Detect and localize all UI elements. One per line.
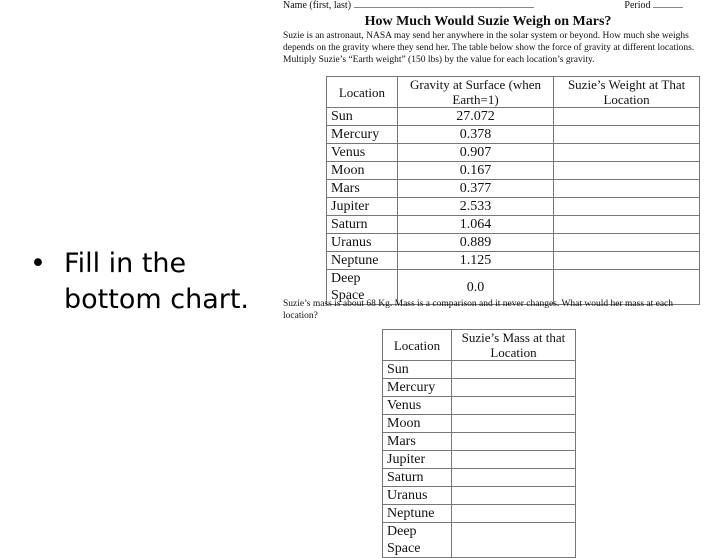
location-cell: Saturn [327,216,398,234]
table-row [327,126,700,144]
mass-answer-cell[interactable] [451,361,575,379]
bullet-text: Fill in the bottom chart. [64,248,250,315]
table-row [327,180,700,198]
mass-table [382,329,576,558]
location-cell: Jupiter [327,198,398,216]
col-header-weight: Suzie’s Weight at That Location [554,77,700,108]
gravity-table [326,76,700,305]
weight-answer-cell[interactable] [554,180,700,198]
gravity-cell: 0.167 [397,162,553,180]
gravity-cell: 1.064 [397,216,553,234]
weight-answer-cell[interactable] [554,144,700,162]
gravity-cell: 1.125 [397,252,553,270]
location-cell: Moon [383,415,452,433]
table-row [327,234,700,252]
location-cell: Mars [383,433,452,451]
col-header-gravity: Gravity at Surface (when Earth=1) [397,77,553,108]
gravity-cell: 0.378 [397,126,553,144]
location-cell: Mars [327,180,398,198]
slide-bullet [30,246,264,318]
gravity-cell: 0.889 [397,234,553,252]
worksheet-title: How Much Would Suzie Weigh on Mars? [364,14,612,29]
gravity-cell: 2.533 [397,198,553,216]
location-cell: Jupiter [383,451,452,469]
mass-answer-cell[interactable] [451,379,575,397]
location-cell: Neptune [327,252,398,270]
table-row [327,198,700,216]
location-cell: Mercury [327,126,398,144]
mass-answer-cell[interactable] [451,469,575,487]
mass-answer-cell[interactable] [451,433,575,451]
location-cell: Sun [327,108,398,126]
location-cell: Saturn [383,469,452,487]
location-cell: Venus [383,397,452,415]
weight-answer-cell[interactable] [554,162,700,180]
table-row [383,415,576,433]
location-cell: Venus [327,144,398,162]
table-row [327,144,700,162]
table-row [327,108,700,126]
bullet-dot: • [30,248,46,279]
mass-note: Suzie’s mass is about 68 Kg. Mass is a comparison and it never changes. What would her mass at each location? [283,299,674,321]
weight-answer-cell[interactable] [554,252,700,270]
weight-answer-cell[interactable] [554,108,700,126]
table-row [383,505,576,523]
worksheet-header [283,0,683,11]
table-row [327,252,700,270]
location-cell: Sun [383,361,452,379]
location-cell: Uranus [327,234,398,252]
table-row [383,397,576,415]
mass-answer-cell[interactable] [451,415,575,433]
table-row [383,487,576,505]
name-label: Name (first, last) [283,0,534,11]
weight-answer-cell[interactable] [554,198,700,216]
location-cell: Deep Space [327,270,398,305]
weight-answer-cell[interactable] [554,234,700,252]
location-cell: Moon [327,162,398,180]
table-row [383,379,576,397]
col-header-mass: Suzie’s Mass at that Location [451,330,575,361]
weight-answer-cell[interactable] [554,126,700,144]
location-cell: Mercury [383,379,452,397]
table-row [327,162,700,180]
mass-answer-cell[interactable] [451,487,575,505]
location-cell: Deep Space [383,523,452,558]
col-header-location: Location [327,77,398,108]
table-row [383,451,576,469]
gravity-cell: 0.907 [397,144,553,162]
gravity-cell: 27.072 [397,108,553,126]
worksheet-intro: Suzie is an astronaut, NASA may send her anywhere in the solar system or beyond. How much she weighs depends on the gravity where they send her. The table below show the force of gravity at different locations. Multiply Suzie’s “Earth weight” (150 lbs) by the value for each location’s gravity. [283,31,695,65]
table-row [383,361,576,379]
mass-answer-cell[interactable] [451,523,575,558]
col-header-location: Location [383,330,452,361]
table-row [383,469,576,487]
table-row [383,433,576,451]
location-cell: Neptune [383,505,452,523]
table-row [327,216,700,234]
gravity-cell: 0.377 [397,180,553,198]
mass-answer-cell[interactable] [451,397,575,415]
period-label: Period [624,0,683,11]
weight-answer-cell[interactable] [554,216,700,234]
mass-answer-cell[interactable] [451,451,575,469]
mass-answer-cell[interactable] [451,505,575,523]
gravity-cell: 0.0 [397,270,553,305]
location-cell: Uranus [383,487,452,505]
table-row [383,523,576,558]
